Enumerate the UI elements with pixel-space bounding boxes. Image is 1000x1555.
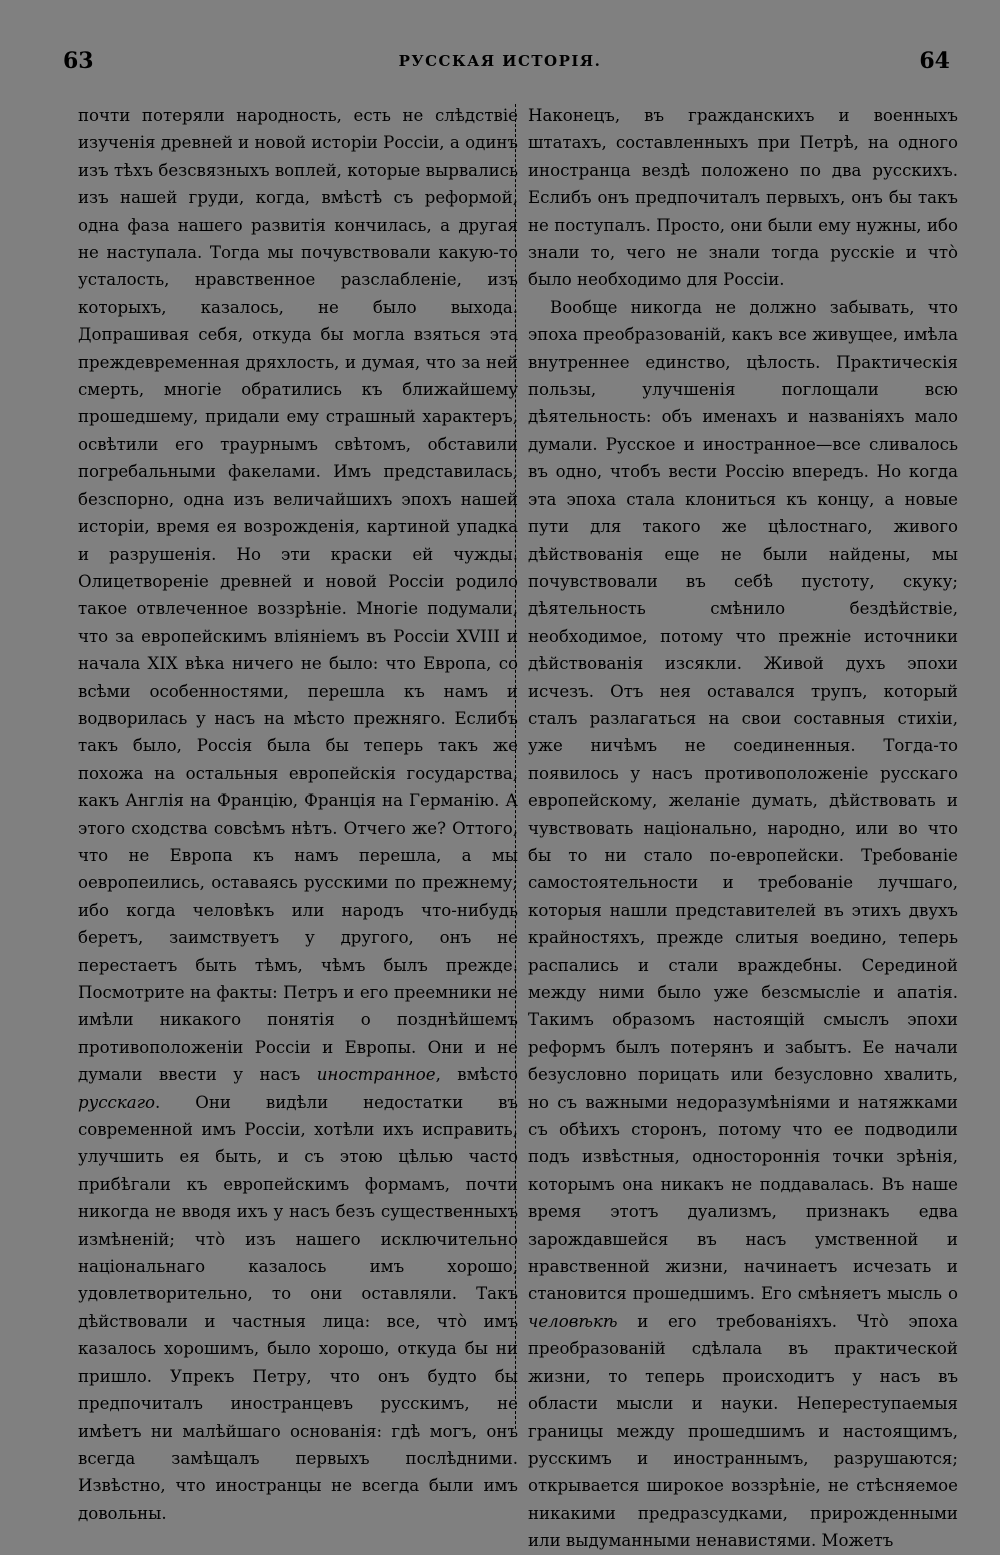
left-paragraph [78,102,518,1527]
text-run: почти потеряли народность, есть не слѣдствіе изученія древней и новой исторіи Россіи, а одинъ изъ тѣхъ безсвязныхъ воплей, которые вырвались изъ нашей груди, когда, вмѣстѣ съ реформой, одна фаза нашего развитія кончилась, а другая не наступала. Тогда мы почувствовали какую-то усталость, нравственное разслабленіе, изъ которыхъ, казалось, не было выхода. Допрашивая себя, откуда бы могла взяться эта преждевременная дряхлость, и думая, что за ней смерть, многіе обратились къ ближайшему прошедшему, придали ему страшный характеръ, освѣтили его траурнымъ свѣтомъ, обставили погребальными факелами. Имъ представилась, безспорно, одна изъ величайшихъ эпохъ нашей исторіи, время ея возрожденія, картиной упадка и разрушенія. Но эти краски ей чужды. Олицетвореніе древней и новой Россіи родило такое отвлеченное воззрѣніе. Многіе подумали, что за европейскимъ вліяніемъ въ Россіи XVIII и начала XIX вѣка ничего не было: что Европа, со всѣми особенностями, перешла къ намъ и водворилась у насъ на мѣсто прежняго. Еслибъ такъ было, Россія была бы теперь такъ же похожа на остальныя европейскія государства, какъ Англія на Францію, Франція на Германію. А этого сходства совсѣмъ нѣтъ. Отчего же? Оттого, что не Европа къ намъ перешла, а мы оевропеились, оставаясь русскими по прежнему; ибо когда человѣкъ или народъ что-нибудь беретъ, заимствуетъ у другого, онъ не перестаетъ быть тѣмъ, чѣмъ былъ прежде. Посмотрите на факты: Петръ и его преемники не имѣли никакого понятія о позднѣйшемъ противоположеніи Россіи и Европы. Они и не думали ввести у насъ [78,106,518,1085]
text-run: . Они видѣли недостатки въ современной имъ Россіи, хотѣли ихъ исправить, улучшить ея быть, и съ этою цѣлью часто прибѣгали къ европейскимъ формамъ, почти никогда не вводя ихъ у насъ безъ существенныхъ измѣненій; что̀ изъ нашего исключительно національнаго казалось имъ хорошо, удовлетворительно, то они оставляли. Такъ дѣйствовали и частныя лица: все, что̀ имъ казалось хорошимъ, было хорошо, откуда бы ни пришло. Упрекъ Петру, что онъ будто бы предпочиталъ иностранцевъ русскимъ, не имѣетъ ни малѣйшаго основанія: гдѣ могъ, онъ всегда замѣщалъ первыхъ послѣдними. Извѣстно, что иностранцы не всегда были имъ довольны. [78,1092,518,1523]
right-paragraph-1: Наконецъ, въ гражданскихъ и военныхъ штатахъ, составленныхъ при Петрѣ, на одного иностранца вездѣ положено по два русскихъ. Еслибъ онъ предпочиталъ первыхъ, онъ бы такъ не поступалъ. Просто, они были ему нужны, ибо знали то, чего не знали тогда русскіе и что̀ было необходимо для Россіи. [528,106,958,290]
column-divider [515,104,517,1429]
text-run: и его требованіяхъ. Что̀ эпоха преобразованій сдѣлала въ практической жизни, то теперь происходитъ у насъ въ области мысли и науки. Непереступаемыя границы между прошедшимъ и настоящимъ, русскимъ и иностраннымъ, разрушаются; открывается широкое воззрѣніе, не стѣсняемое никакими предразсудками, прирожденными или выдуманными ненавистями. Можетъ [528,1311,958,1551]
page-header [0,48,1000,78]
page-number-right: 64 [919,48,950,74]
italic-term-human: человѣкѣ [528,1311,618,1331]
text-run: , вмѣсто [435,1065,518,1085]
page-number-left: 63 [63,48,94,74]
text-run: Вообще никогда не должно забывать, что эпоха преобразованій, какъ все живущее, имѣла внутреннее единство, цѣлость. Практическія пользы, улучшенія поглощали всю дѣятельность: объ именахъ и названіяхъ мало думали. Русское и иностранное—все сливалось въ одно, чтобъ вести Россію впередъ. Но когда эта эпоха стала клониться къ концу, а новые пути для такого же цѣлостнаго, живого дѣйствованія еще не были найдены, мы почувствовали въ себѣ пустоту, скуку; дѣятельность смѣнило бездѣйствіе, необходимое, потому что прежніе источники дѣйствованія изсякли. Живой духъ эпохи исчезъ. Отъ нея оставался трупъ, который сталъ разлагаться на свои составныя стихіи, уже ничѣмъ не соединенныя. Тогда-то появилось у насъ противоположеніе русскаго европейскому, желаніе думать, дѣйствовать и чувствовать національно, народно, или во что бы то ни стало по-европейски. Требованіе самостоятельности и требованіе лучшаго, которыя нашли представителей въ этихъ двухъ крайностяхъ, прежде слитыя воедино, теперь распались и стали враждебны. Серединой между ними было уже безсмысліе и апатія. Такимъ образомъ настоящій смыслъ эпохи реформъ былъ потерянъ и забытъ. Ее начали безусловно порицать или безусловно хвалить, но съ важными недоразумѣніями и натяжками съ обѣихъ сторонъ, потому что ее подводили подъ извѣстныя, одностороннія точки зрѣнія, которымъ она никакъ не поддавалась. Въ наше время этотъ дуализмъ, признакъ едва зарождавшейся въ насъ умственной и нравственной жизни, начинаетъ исчезать и становится прошедшимъ. Его смѣняетъ мысль о [528,297,958,1304]
left-column [78,102,518,1527]
italic-term-russian: русскаго [78,1092,156,1112]
right-column [528,102,958,1555]
right-paragraph-2 [528,294,958,1555]
running-title: РУССКАЯ ИСТОРІЯ. [398,52,602,70]
italic-term-foreign: иностранное [316,1065,436,1085]
